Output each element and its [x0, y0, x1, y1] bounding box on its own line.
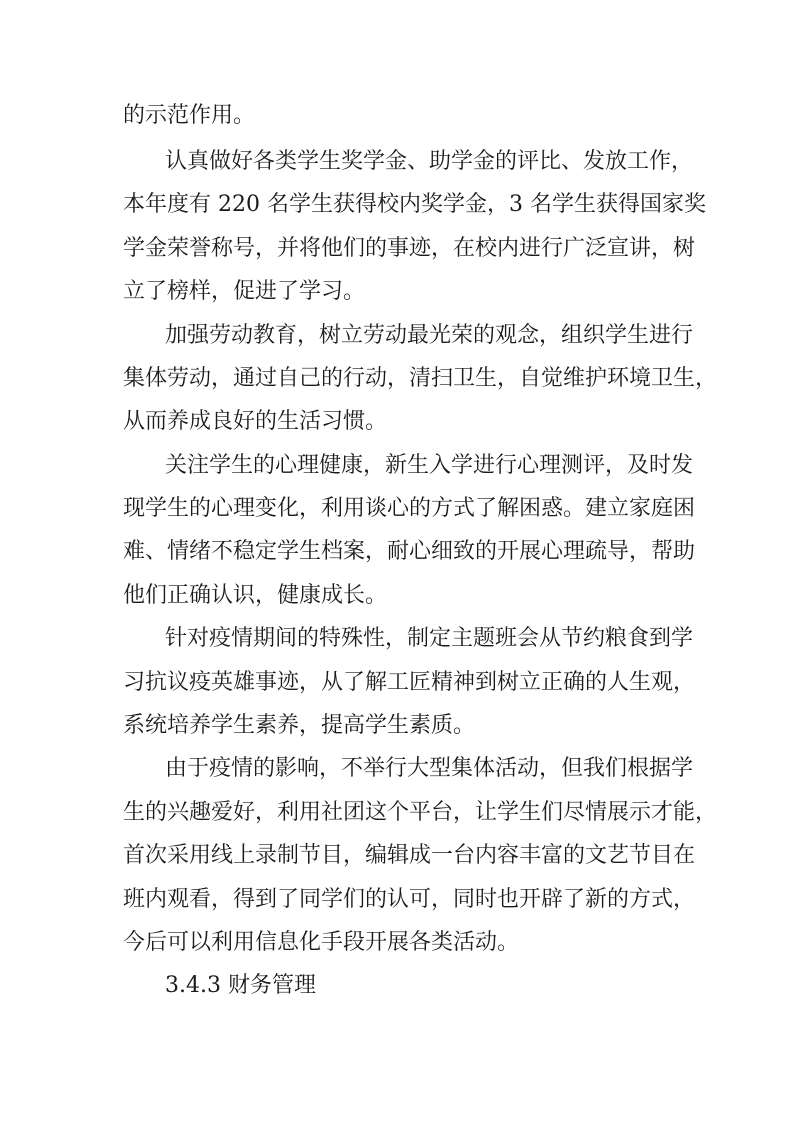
paragraph-line: 由于疫情的影响，不举行大型集体活动，但我们根据学: [165, 756, 694, 781]
paragraph-line: 立了榜样，促进了学习。: [123, 279, 366, 304]
paragraph-line: 班内观看，得到了同学们的认可，同时也开辟了新的方式，: [123, 887, 696, 912]
paragraph-line: 习抗议疫英雄事迹，从了解工匠精神到树立正确的人生观，: [123, 670, 696, 695]
paragraph-line: 认真做好各类学生奖学金、助学金的评比、发放工作，: [165, 149, 694, 174]
paragraph-line: 针对疫情期间的特殊性，制定主题班会从节约粮食到学: [165, 626, 694, 651]
paragraph-line: 首次采用线上录制节目，编辑成一台内容丰富的文艺节目在: [123, 843, 696, 868]
paragraph-line: 现学生的心理变化，利用谈心的方式了解困惑。建立家庭困: [123, 496, 696, 521]
paragraph-line: 加强劳动教育，树立劳动最光荣的观念，组织学生进行: [165, 323, 694, 348]
paragraph-line: 从而养成良好的生活习惯。: [123, 409, 388, 434]
paragraph-line: 系统培养学生素养，提高学生素质。: [123, 713, 476, 738]
paragraph-line: 今后可以利用信息化手段开展各类活动。: [123, 930, 520, 955]
paragraph-line: 难、情绪不稳定学生档案，耐心细致的开展心理疏导，帮助: [123, 539, 696, 564]
paragraph-line: 集体劳动，通过自己的行动，清扫卫生，自觉维护环境卫生，: [123, 366, 718, 391]
paragraph-line: 关注学生的心理健康，新生入学进行心理测评，及时发: [165, 453, 694, 478]
paragraph-line: 生的兴趣爱好，利用社团这个平台，让学生们尽情展示才能，: [123, 800, 718, 825]
paragraph-line: 他们正确认识，健康成长。: [123, 583, 388, 608]
paragraph-line: 学金荣誉称号，并将他们的事迹，在校内进行广泛宣讲，树: [123, 236, 696, 261]
section-heading: 3.4.3 财务管理: [165, 973, 316, 998]
paragraph-line: 的示范作用。: [123, 103, 256, 128]
paragraph-line: 本年度有 220 名学生获得校内奖学金，3 名学生获得国家奖: [123, 192, 706, 217]
